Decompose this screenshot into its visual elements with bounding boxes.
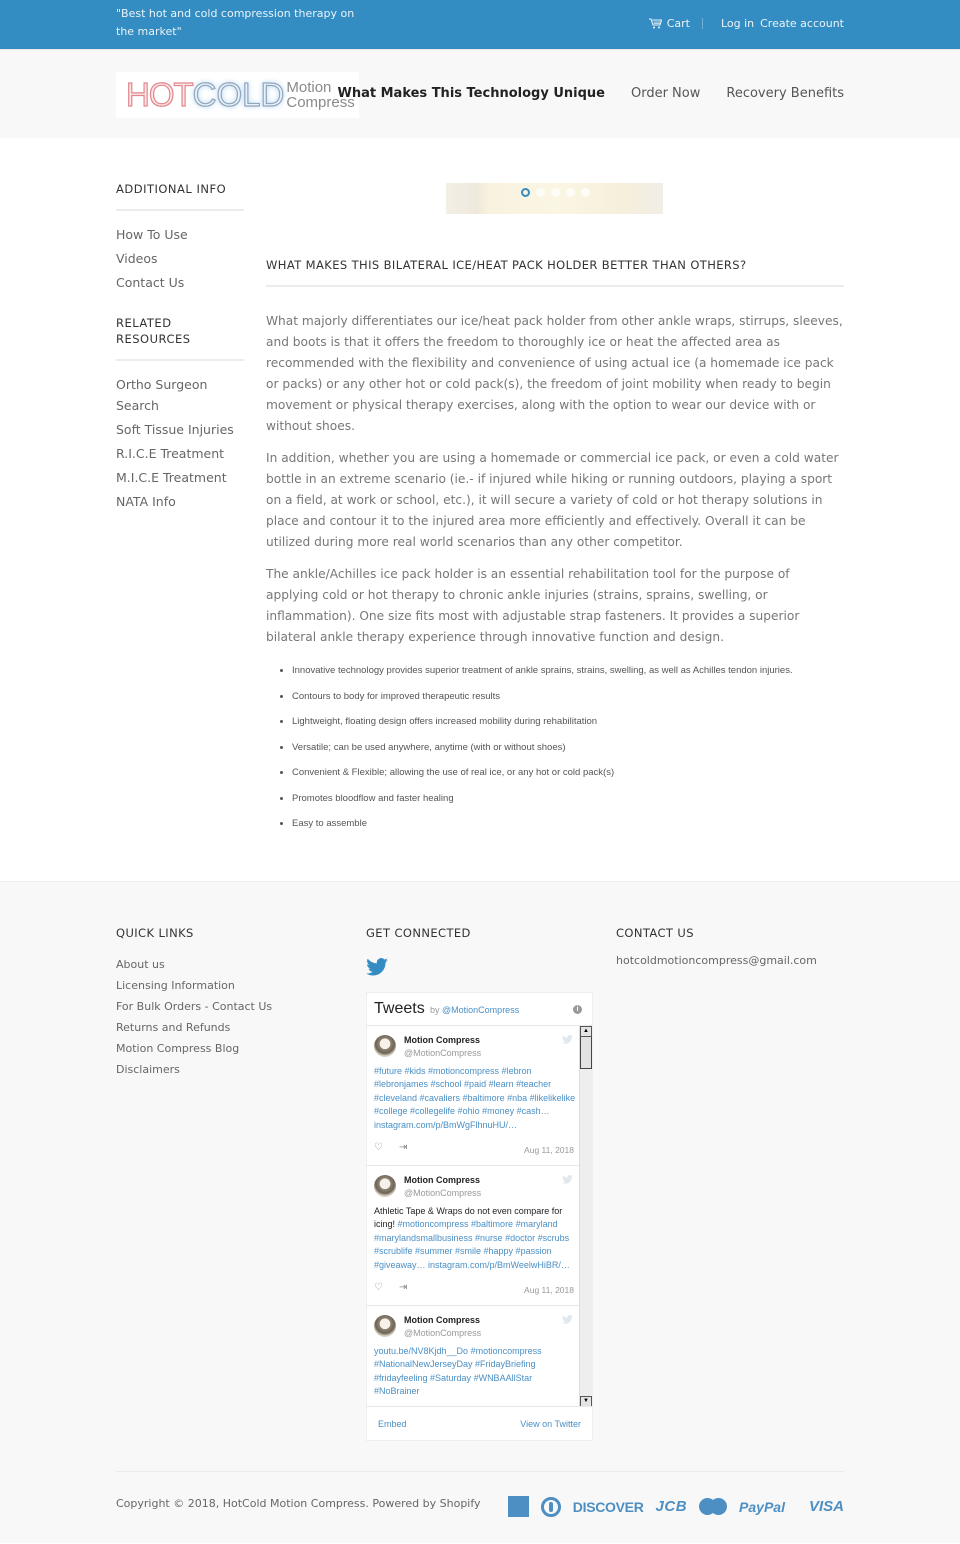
cart-label: Cart (666, 17, 690, 30)
slider-dot-5[interactable] (581, 188, 590, 197)
slider-dot-2[interactable] (536, 188, 545, 197)
timeline-byline: by @MotionCompress (430, 1005, 520, 1015)
sidebar-heading-additional-info: ADDITIONAL INFO (116, 181, 244, 211)
visa-icon: VISA (808, 1498, 844, 1515)
logo[interactable] (116, 72, 359, 118)
paypal-icon: PayPal (739, 1498, 785, 1515)
main-content (0, 138, 960, 881)
top-announcement-bar (0, 0, 960, 49)
quick-links-list (116, 954, 272, 1080)
paragraph-2: In addition, whether you are using a homemade or commercial ice pack, or even a cold water bottle in an extreme scenario (ie.- if injured while hiking or running outdoors, playing a sport on a field, at work or school, etc.), it will secure a variety of cold or hot therapy solutions in place and contour it to the injured area more efficiently and effectively. Overall it can be utilized during more real world scenarios than any other competitor. (266, 451, 839, 549)
contact-heading: CONTACT US (616, 926, 694, 940)
get-connected-column (366, 926, 471, 980)
share-icon[interactable]: ⇥ (398, 1142, 408, 1153)
sidebar-heading-related-resources: RELATED RESOURCES (116, 315, 244, 361)
contact-column (616, 926, 817, 967)
features-list (292, 665, 844, 830)
avatar[interactable] (374, 1035, 396, 1057)
scroll-up-arrow-icon[interactable]: ▲ (580, 1026, 592, 1037)
twitter-bird-icon (562, 1035, 573, 1044)
slider-dot-4[interactable] (566, 188, 575, 197)
feature-item: • Easy to assemble (292, 818, 844, 830)
feature-item: • Versatile; can be used anywhere, anytime (with or without shoes) (292, 742, 844, 754)
account-links (649, 17, 844, 30)
related-resources-list (116, 374, 244, 512)
slider-dot-3[interactable] (551, 188, 560, 197)
footer-link-licensing[interactable]: Licensing Information (116, 979, 235, 992)
twitter-bird-icon (562, 1175, 573, 1184)
cart-icon (649, 18, 662, 29)
feature-item: • Convenient & Flexible; allowing the use of real ice, or any hot or cold pack(s) (292, 767, 844, 779)
slider-dots (521, 188, 590, 197)
sidebar-item-soft-tissue-injuries[interactable]: Soft Tissue Injuries (116, 422, 234, 437)
like-heart-icon[interactable]: ♡ (374, 1282, 383, 1293)
timeline-header (367, 993, 592, 1026)
slider-dot-1[interactable] (521, 188, 530, 197)
embed-link[interactable]: Embed (378, 1419, 407, 1429)
main-nav (338, 86, 845, 101)
get-connected-heading: GET CONNECTED (366, 926, 471, 940)
sidebar-item-how-to-use[interactable]: How To Use (116, 227, 188, 242)
sidebar-item-ortho-surgeon-search[interactable]: Ortho Surgeon Search (116, 377, 208, 413)
footer-link-returns[interactable]: Returns and Refunds (116, 1021, 231, 1034)
feature-item: • Lightweight, floating design offers increased mobility during rehabilitation (292, 716, 844, 728)
avatar[interactable] (374, 1315, 396, 1337)
tweet-date[interactable]: Aug 11, 2018 (524, 1285, 574, 1295)
share-icon[interactable]: ⇥ (398, 1282, 408, 1293)
footer-link-blog[interactable]: Motion Compress Blog (116, 1042, 240, 1055)
copyright: Copyright © 2018, HotCold Motion Compress. Powered by Shopify (116, 1497, 481, 1510)
tweet-date[interactable]: Aug 11, 2018 (524, 1145, 574, 1155)
feature-item: • Promotes bloodflow and faster healing (292, 793, 844, 805)
paragraph-1: What majorly differentiates our ice/heat pack holder from other ankle wraps, stirrups, sleeves, and boots is that it offers the freedom to thoroughly ice or heat the affected area as recommended with the flexibility and convenience of using actual ice (a homemade ice pack or packs) or any other hot or cold pack(s), the freedom of joint mobility when ready to begin movement or physical therapy exercises, along with the option to wear our device with or without shoes. (266, 314, 843, 433)
sidebar (116, 181, 244, 534)
sidebar-item-contact-us[interactable]: Contact Us (116, 275, 185, 290)
logo-hot: HOT (126, 76, 193, 113)
paragraph-3: The ankle/Achilles ice pack holder is an essential rehabilitation tool for the purpose of applying cold or hot therapy to chronic ankle injuries (strains, sprains, swelling, or inflammation). One size fits most with adjustable strap fasteners. It provides a superior bilateral ankle therapy experience through innovative function and design. (266, 567, 800, 644)
tweet-text: youtu.be/NV8Kjdh__Do #motioncompress #NationalNewJerseyDay #FridayBriefing #fridayfeeling #Saturday #WNBAAllStar #NoBrainer (374, 1346, 542, 1397)
nav-recovery-benefits[interactable]: Recovery Benefits (726, 86, 844, 101)
discover-icon: DISCOVER (572, 1498, 644, 1515)
diners-club-icon (541, 1497, 561, 1517)
tweet-author-handle[interactable]: @MotionCompress (404, 1328, 482, 1338)
twitter-icon[interactable] (366, 958, 388, 976)
footer-divider (116, 1471, 844, 1472)
tweet-author-handle[interactable]: @MotionCompress (404, 1048, 482, 1058)
view-on-twitter-link[interactable]: View on Twitter (520, 1419, 581, 1429)
cart-link[interactable] (649, 17, 690, 30)
nav-technology-unique[interactable]: What Makes This Technology Unique (337, 86, 605, 101)
store-tagline: "Best hot and cold compression therapy on the market" (116, 7, 355, 38)
tweet-author-name[interactable]: Motion Compress (404, 1035, 481, 1045)
timeline-title: Tweets (374, 1000, 425, 1017)
tweet[interactable] (367, 1166, 581, 1306)
footer-link-disclaimers[interactable]: Disclaimers (116, 1063, 180, 1076)
timeline-scrollbar[interactable] (579, 1026, 592, 1407)
timeline-handle-link[interactable]: @MotionCompress (442, 1005, 520, 1015)
sidebar-item-rice-treatment[interactable]: R.I.C.E Treatment (116, 446, 225, 461)
login-link[interactable]: Log in (720, 17, 755, 30)
contact-email-link[interactable]: hotcoldmotioncompress@gmail.com (616, 954, 817, 967)
tweet-text: Athletic Tape & Wraps do not even compare for icing! #motioncompress #baltimore #maryland #marylandsmallbusiness #nurse #doctor #scrubs #scrublife #summer #smile #happy #passion #giveaway… instagram.com/p/BmWeelwHiBR/… (374, 1206, 570, 1270)
tweet-author-name[interactable]: Motion Compress (404, 1175, 481, 1185)
tweet[interactable] (367, 1306, 581, 1407)
tweet-actions (374, 1282, 407, 1293)
tweet-author-name[interactable]: Motion Compress (404, 1315, 481, 1325)
footer-link-bulk-orders[interactable]: For Bulk Orders - Contact Us (116, 1000, 273, 1013)
image-slider[interactable] (446, 183, 663, 214)
sidebar-item-videos[interactable]: Videos (116, 251, 158, 266)
additional-info-list (116, 224, 244, 293)
sidebar-item-nata-info[interactable]: NATA Info (116, 494, 176, 509)
jcb-icon: JCB (655, 1498, 688, 1515)
sidebar-item-mice-treatment[interactable]: M.I.C.E Treatment (116, 470, 227, 485)
timeline-footer (367, 1406, 592, 1440)
quick-links-column (116, 926, 272, 1080)
footer-link-about-us[interactable]: About us (116, 958, 165, 971)
tweet[interactable] (367, 1026, 581, 1166)
tweet-actions (374, 1142, 407, 1153)
timeline-body (367, 1026, 592, 1407)
site-footer (0, 881, 960, 1543)
page-title: WHAT MAKES THIS BILATERAL ICE/HEAT PACK HOLDER BETTER THAN OTHERS? (266, 258, 844, 287)
logo-cold: COLD (192, 76, 285, 113)
feature-item: • Contours to body for improved therapeutic results (292, 691, 844, 703)
scroll-down-arrow-icon[interactable]: ▼ (580, 1396, 592, 1407)
info-icon[interactable]: i (573, 1005, 582, 1014)
create-account-link[interactable]: Create account (760, 17, 844, 30)
divider (702, 18, 703, 29)
tweet-author-handle[interactable]: @MotionCompress (404, 1188, 482, 1198)
amex-icon (508, 1496, 529, 1517)
feature-item: • Innovative technology provides superior treatment of ankle sprains, strains, swelling, as well as Achilles tendon injuries. (292, 665, 844, 677)
twitter-timeline-widget (366, 992, 593, 1441)
nav-order-now[interactable]: Order Now (630, 86, 701, 101)
scrollbar-thumb[interactable] (580, 1037, 592, 1069)
quick-links-heading: QUICK LINKS (116, 926, 194, 940)
tweet-text: #future #kids #motioncompress #lebron #lebronjames #school #paid #learn #teacher #cleveland #cavaliers #baltimore #nba #likelikelike #college #collegelife #ohio #money #cash… instagram.com/p/BmWgFlhnuHU/… (374, 1066, 576, 1130)
twitter-bird-icon (562, 1315, 573, 1324)
mastercard-icon (699, 1498, 727, 1515)
like-heart-icon[interactable]: ♡ (374, 1142, 383, 1153)
article (266, 258, 844, 844)
site-header (0, 49, 960, 138)
avatar[interactable] (374, 1175, 396, 1197)
logo-motion-compress: Motion Compress (286, 79, 355, 111)
payment-icons (508, 1496, 844, 1517)
